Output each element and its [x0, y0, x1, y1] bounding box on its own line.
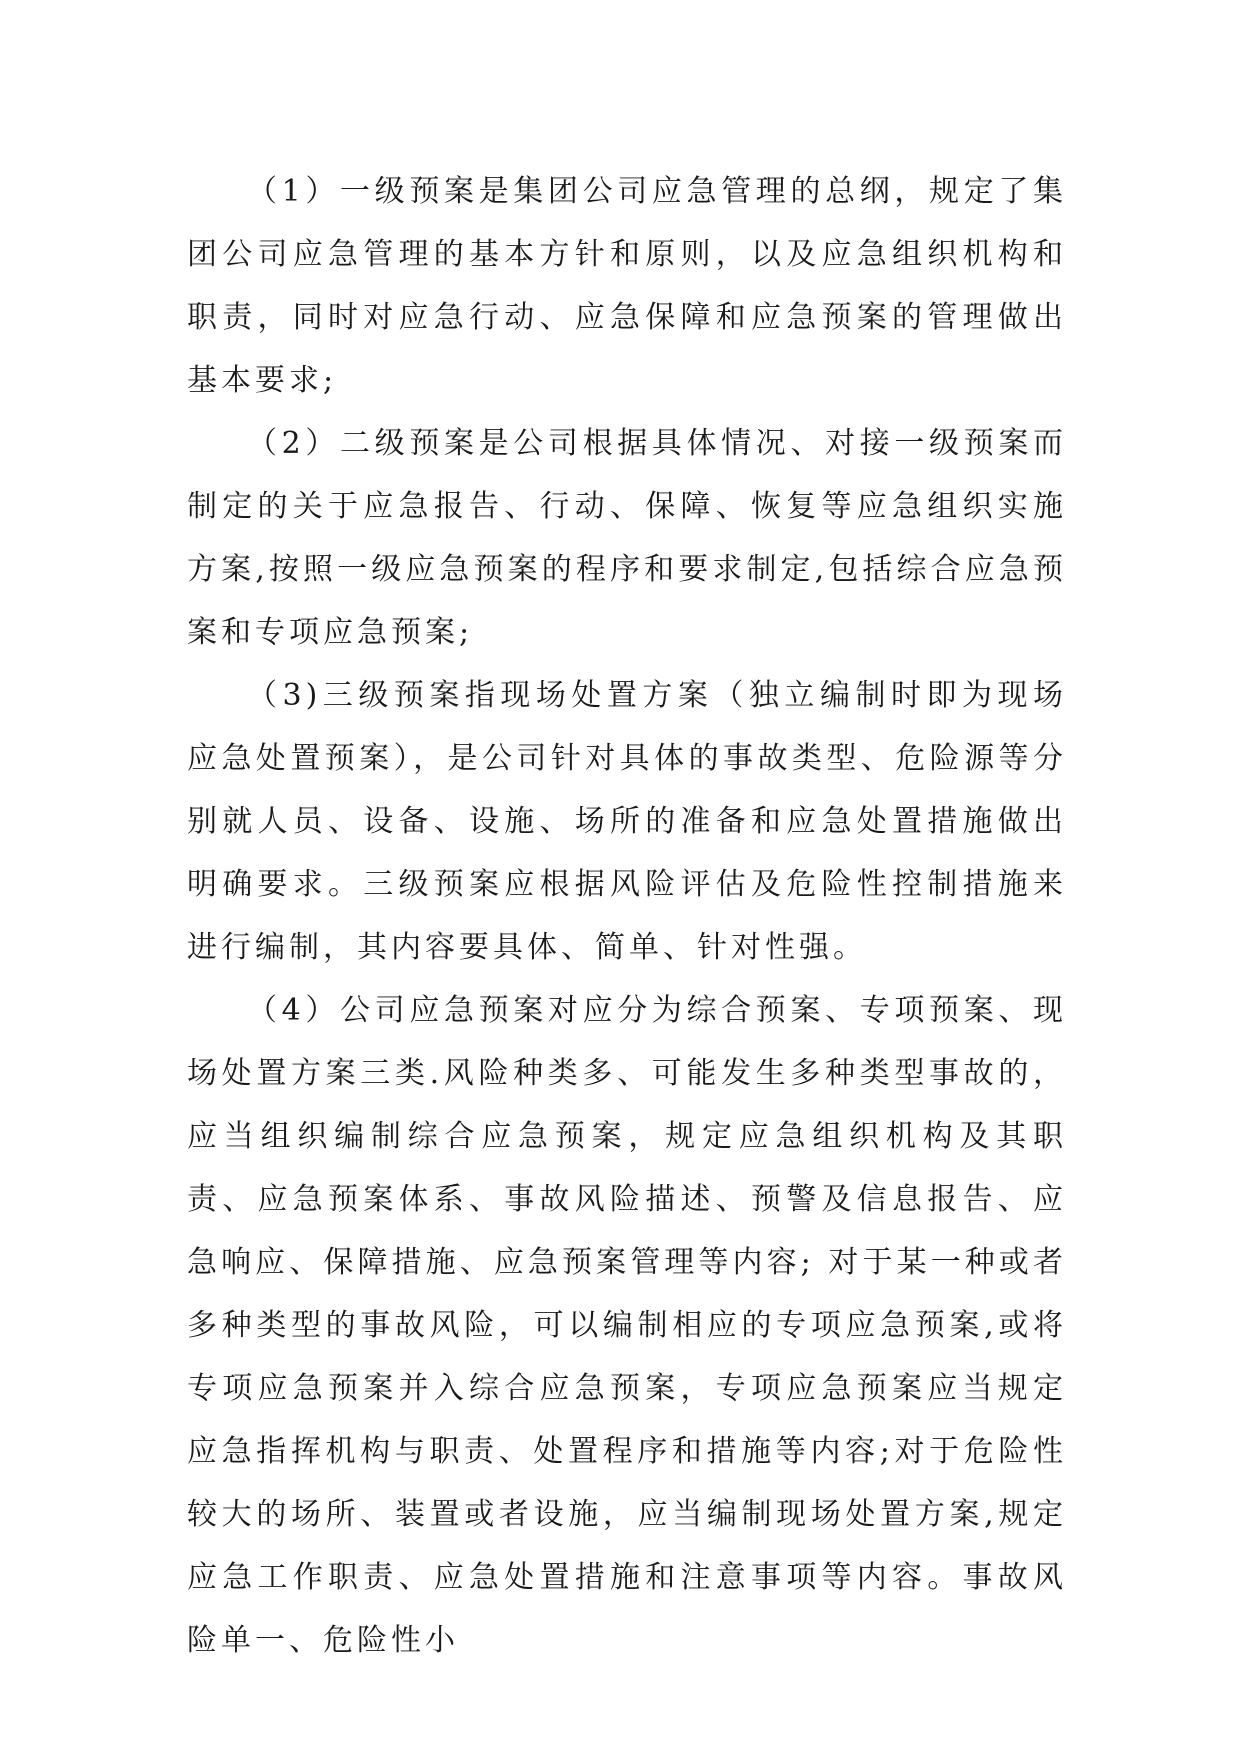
- paragraph-plan-categories: （4）公司应急预案对应分为综合预案、专项预案、现场处置方案三类.风险种类多、可能发生多种类型事故的，应当组织编制综合应急预案，规定应急组织机构及其职责、应急预案体系、事故风险描述、预警及信息报告、应急响应、保障措施、应急预案管理等内容; 对于某一种或者多种类型的事故风险，可以编制相应的专项应急预案,或将专项应急预案并入综合应急预案，专项应急预案应当规定应急指挥机构与职责、处置程序和措施等内容;对于危险性较大的场所、装置或者设施，应当编制现场处置方案,规定应急工作职责、应急处置措施和注意事项等内容。事故风险单一、危险性小: [187, 993, 1067, 1658]
- paragraph-level-3-plan: （3)三级预案指现场处置方案（独立编制时即为现场应急处置预案），是公司针对具体的事故类型、危险源等分别就人员、设备、设施、场所的准备和应急处置措施做出明确要求。三级预案应根据风险评估及危险性控制措施来进行编制，其内容要具体、简单、针对性强。: [187, 678, 1067, 965]
- paragraph-level-2-plan: （2）二级预案是公司根据具体情况、对接一级预案而制定的关于应急报告、行动、保障、恢复等应急组织实施方案,按照一级应急预案的程序和要求制定,包括综合应急预案和专项应急预案;: [187, 426, 1067, 650]
- paragraph-level-1-plan: （1）一级预案是集团公司应急管理的总纲，规定了集团公司应急管理的基本方针和原则，以及应急组织机构和职责，同时对应急行动、应急保障和应急预案的管理做出基本要求;: [187, 174, 1067, 398]
- document-body: [187, 160, 1067, 1672]
